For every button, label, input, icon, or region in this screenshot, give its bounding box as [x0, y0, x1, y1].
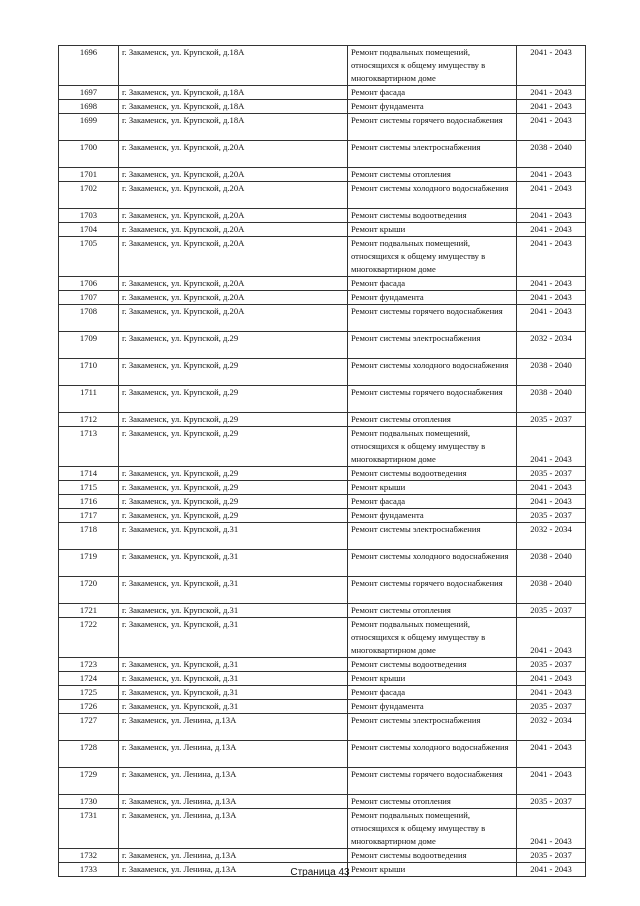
- table-row: [59, 141, 586, 168]
- row-period: 2032 - 2034: [517, 332, 586, 359]
- table-row: [59, 305, 586, 332]
- row-work-type: Ремонт подвальных помещений, относящихся к общему имуществу в многоквартирном доме: [348, 237, 517, 277]
- row-work-type: Ремонт фасада: [348, 495, 517, 509]
- row-address: г. Закаменск, ул. Крупской, д.31: [119, 523, 348, 550]
- row-number: 1708: [59, 305, 119, 332]
- row-period: 2041 - 2043: [517, 305, 586, 332]
- row-work-type: Ремонт крыши: [348, 863, 517, 877]
- row-address: г. Закаменск, ул. Крупской, д.29: [119, 481, 348, 495]
- row-address: г. Закаменск, ул. Крупской, д.31: [119, 577, 348, 604]
- row-number: 1715: [59, 481, 119, 495]
- row-address: г. Закаменск, ул. Ленина, д.13А: [119, 863, 348, 877]
- row-number: 1721: [59, 604, 119, 618]
- row-number: 1733: [59, 863, 119, 877]
- row-number: 1714: [59, 467, 119, 481]
- row-work-type: Ремонт системы отопления: [348, 795, 517, 809]
- table-row: [59, 714, 586, 741]
- row-period: 2035 - 2037: [517, 658, 586, 672]
- table-row: [59, 182, 586, 209]
- table-row: [59, 577, 586, 604]
- row-work-type: Ремонт подвальных помещений, относящихся к общему имуществу в многоквартирном доме: [348, 809, 517, 849]
- row-period: 2041 - 2043: [517, 686, 586, 700]
- row-number: 1718: [59, 523, 119, 550]
- row-period: 2041 - 2043: [517, 618, 586, 658]
- row-period: 2041 - 2043: [517, 114, 586, 141]
- table-row: [59, 658, 586, 672]
- row-period: 2035 - 2037: [517, 413, 586, 427]
- row-address: г. Закаменск, ул. Крупской, д.20А: [119, 277, 348, 291]
- row-work-type: Ремонт системы отопления: [348, 413, 517, 427]
- row-period: 2035 - 2037: [517, 700, 586, 714]
- row-number: 1696: [59, 46, 119, 86]
- table-row: [59, 550, 586, 577]
- row-number: 1724: [59, 672, 119, 686]
- row-address: г. Закаменск, ул. Крупской, д.31: [119, 686, 348, 700]
- table-row: [59, 359, 586, 386]
- row-period: 2035 - 2037: [517, 467, 586, 481]
- row-work-type: Ремонт системы электроснабжения: [348, 141, 517, 168]
- row-period: 2032 - 2034: [517, 714, 586, 741]
- row-period: 2038 - 2040: [517, 577, 586, 604]
- row-number: 1710: [59, 359, 119, 386]
- row-number: 1698: [59, 100, 119, 114]
- table-row: [59, 46, 586, 86]
- row-work-type: Ремонт системы холодного водоснабжения: [348, 550, 517, 577]
- row-period: 2041 - 2043: [517, 223, 586, 237]
- row-work-type: Ремонт системы холодного водоснабжения: [348, 741, 517, 768]
- row-address: г. Закаменск, ул. Крупской, д.29: [119, 413, 348, 427]
- table-row: [59, 849, 586, 863]
- table-row: [59, 86, 586, 100]
- row-period: 2038 - 2040: [517, 141, 586, 168]
- row-work-type: Ремонт системы водоотведения: [348, 209, 517, 223]
- row-period: 2041 - 2043: [517, 768, 586, 795]
- row-work-type: Ремонт фасада: [348, 686, 517, 700]
- row-work-type: Ремонт системы отопления: [348, 604, 517, 618]
- row-number: 1701: [59, 168, 119, 182]
- table-row: [59, 768, 586, 795]
- row-work-type: Ремонт системы холодного водоснабжения: [348, 359, 517, 386]
- table-row: [59, 277, 586, 291]
- row-work-type: Ремонт подвальных помещений, относящихся к общему имуществу в многоквартирном доме: [348, 427, 517, 467]
- row-period: 2032 - 2034: [517, 523, 586, 550]
- row-period: 2041 - 2043: [517, 495, 586, 509]
- row-work-type: Ремонт системы водоотведения: [348, 467, 517, 481]
- row-address: г. Закаменск, ул. Ленина, д.13А: [119, 849, 348, 863]
- row-number: 1720: [59, 577, 119, 604]
- row-number: 1732: [59, 849, 119, 863]
- row-period: 2041 - 2043: [517, 741, 586, 768]
- row-period: 2035 - 2037: [517, 604, 586, 618]
- row-work-type: Ремонт системы горячего водоснабжения: [348, 577, 517, 604]
- row-address: г. Закаменск, ул. Крупской, д.29: [119, 509, 348, 523]
- row-address: г. Закаменск, ул. Крупской, д.31: [119, 672, 348, 686]
- row-work-type: Ремонт подвальных помещений, относящихся к общему имуществу в многоквартирном доме: [348, 46, 517, 86]
- row-period: 2041 - 2043: [517, 209, 586, 223]
- row-address: г. Закаменск, ул. Крупской, д.20А: [119, 182, 348, 209]
- row-number: 1709: [59, 332, 119, 359]
- row-number: 1723: [59, 658, 119, 672]
- row-number: 1704: [59, 223, 119, 237]
- table-row: [59, 386, 586, 413]
- page-number: Страница 43: [290, 867, 350, 878]
- row-number: 1711: [59, 386, 119, 413]
- row-address: г. Закаменск, ул. Ленина, д.13А: [119, 741, 348, 768]
- row-number: 1730: [59, 795, 119, 809]
- row-work-type: Ремонт крыши: [348, 672, 517, 686]
- row-address: г. Закаменск, ул. Крупской, д.31: [119, 604, 348, 618]
- table-row: [59, 618, 586, 658]
- row-period: 2041 - 2043: [517, 100, 586, 114]
- row-work-type: Ремонт фундамента: [348, 291, 517, 305]
- row-work-type: Ремонт системы горячего водоснабжения: [348, 386, 517, 413]
- table-row: [59, 700, 586, 714]
- row-address: г. Закаменск, ул. Ленина, д.13А: [119, 809, 348, 849]
- row-work-type: Ремонт системы электроснабжения: [348, 523, 517, 550]
- table-body: [59, 46, 586, 877]
- table-row: [59, 237, 586, 277]
- row-period: 2041 - 2043: [517, 809, 586, 849]
- row-work-type: Ремонт системы холодного водоснабжения: [348, 182, 517, 209]
- table-row: [59, 795, 586, 809]
- row-number: 1726: [59, 700, 119, 714]
- row-number: 1705: [59, 237, 119, 277]
- row-period: 2041 - 2043: [517, 672, 586, 686]
- table-row: [59, 509, 586, 523]
- row-work-type: Ремонт системы водоотведения: [348, 658, 517, 672]
- row-address: г. Закаменск, ул. Крупской, д.20А: [119, 305, 348, 332]
- row-period: 2038 - 2040: [517, 359, 586, 386]
- row-period: 2041 - 2043: [517, 427, 586, 467]
- row-period: 2041 - 2043: [517, 291, 586, 305]
- table-row: [59, 209, 586, 223]
- table-row: [59, 291, 586, 305]
- row-work-type: Ремонт системы горячего водоснабжения: [348, 305, 517, 332]
- row-number: 1712: [59, 413, 119, 427]
- table-row: [59, 100, 586, 114]
- table-row: [59, 481, 586, 495]
- table-row: [59, 809, 586, 849]
- row-number: 1729: [59, 768, 119, 795]
- row-work-type: Ремонт системы электроснабжения: [348, 332, 517, 359]
- table-row: [59, 467, 586, 481]
- row-period: 2041 - 2043: [517, 481, 586, 495]
- row-address: г. Закаменск, ул. Ленина, д.13А: [119, 714, 348, 741]
- row-period: 2041 - 2043: [517, 277, 586, 291]
- table-row: [59, 495, 586, 509]
- row-number: 1725: [59, 686, 119, 700]
- row-address: г. Закаменск, ул. Крупской, д.18А: [119, 114, 348, 141]
- table-row: [59, 223, 586, 237]
- row-address: г. Закаменск, ул. Крупской, д.20А: [119, 291, 348, 305]
- table-row: [59, 686, 586, 700]
- row-number: 1722: [59, 618, 119, 658]
- row-work-type: Ремонт системы горячего водоснабжения: [348, 768, 517, 795]
- row-work-type: Ремонт системы горячего водоснабжения: [348, 114, 517, 141]
- row-work-type: Ремонт системы водоотведения: [348, 849, 517, 863]
- row-address: г. Закаменск, ул. Крупской, д.29: [119, 359, 348, 386]
- table-row: [59, 427, 586, 467]
- row-number: 1731: [59, 809, 119, 849]
- row-period: 2038 - 2040: [517, 550, 586, 577]
- row-period: 2041 - 2043: [517, 182, 586, 209]
- table-row: [59, 672, 586, 686]
- row-address: г. Закаменск, ул. Крупской, д.31: [119, 550, 348, 577]
- row-number: 1703: [59, 209, 119, 223]
- repair-schedule-table: [58, 45, 586, 877]
- row-number: 1719: [59, 550, 119, 577]
- row-address: г. Закаменск, ул. Крупской, д.20А: [119, 141, 348, 168]
- row-address: г. Закаменск, ул. Крупской, д.20А: [119, 209, 348, 223]
- row-period: 2041 - 2043: [517, 863, 586, 877]
- row-number: 1706: [59, 277, 119, 291]
- row-address: г. Закаменск, ул. Крупской, д.29: [119, 386, 348, 413]
- row-address: г. Закаменск, ул. Крупской, д.29: [119, 332, 348, 359]
- row-address: г. Закаменск, ул. Крупской, д.18А: [119, 100, 348, 114]
- row-address: г. Закаменск, ул. Крупской, д.29: [119, 467, 348, 481]
- row-address: г. Закаменск, ул. Крупской, д.29: [119, 427, 348, 467]
- row-address: г. Закаменск, ул. Крупской, д.20А: [119, 223, 348, 237]
- row-work-type: Ремонт фундамента: [348, 700, 517, 714]
- row-period: 2035 - 2037: [517, 509, 586, 523]
- row-period: 2041 - 2043: [517, 168, 586, 182]
- row-address: г. Закаменск, ул. Крупской, д.31: [119, 700, 348, 714]
- row-work-type: Ремонт фасада: [348, 86, 517, 100]
- row-work-type: Ремонт фасада: [348, 277, 517, 291]
- row-address: г. Закаменск, ул. Крупской, д.20А: [119, 237, 348, 277]
- row-address: г. Закаменск, ул. Крупской, д.18А: [119, 46, 348, 86]
- table-row: [59, 168, 586, 182]
- row-address: г. Закаменск, ул. Крупской, д.29: [119, 495, 348, 509]
- table-row: [59, 523, 586, 550]
- row-work-type: Ремонт подвальных помещений, относящихся к общему имуществу в многоквартирном доме: [348, 618, 517, 658]
- row-work-type: Ремонт крыши: [348, 481, 517, 495]
- row-number: 1713: [59, 427, 119, 467]
- row-number: 1716: [59, 495, 119, 509]
- row-address: г. Закаменск, ул. Ленина, д.13А: [119, 768, 348, 795]
- row-address: г. Закаменск, ул. Крупской, д.20А: [119, 168, 348, 182]
- row-number: 1700: [59, 141, 119, 168]
- row-period: 2041 - 2043: [517, 237, 586, 277]
- row-period: 2035 - 2037: [517, 795, 586, 809]
- row-period: 2038 - 2040: [517, 386, 586, 413]
- table-row: [59, 413, 586, 427]
- table-row: [59, 741, 586, 768]
- row-number: 1717: [59, 509, 119, 523]
- row-period: 2041 - 2043: [517, 46, 586, 86]
- row-address: г. Закаменск, ул. Крупской, д.31: [119, 658, 348, 672]
- row-address: г. Закаменск, ул. Крупской, д.31: [119, 618, 348, 658]
- table-row: [59, 604, 586, 618]
- row-address: г. Закаменск, ул. Крупской, д.18А: [119, 86, 348, 100]
- row-number: 1728: [59, 741, 119, 768]
- row-work-type: Ремонт фундамента: [348, 100, 517, 114]
- table-row: [59, 332, 586, 359]
- row-work-type: Ремонт системы электроснабжения: [348, 714, 517, 741]
- row-number: 1697: [59, 86, 119, 100]
- table-row: [59, 114, 586, 141]
- row-number: 1707: [59, 291, 119, 305]
- row-address: г. Закаменск, ул. Ленина, д.13А: [119, 795, 348, 809]
- row-number: 1699: [59, 114, 119, 141]
- row-number: 1702: [59, 182, 119, 209]
- row-period: 2041 - 2043: [517, 86, 586, 100]
- row-work-type: Ремонт системы отопления: [348, 168, 517, 182]
- row-period: 2035 - 2037: [517, 849, 586, 863]
- row-work-type: Ремонт фундамента: [348, 509, 517, 523]
- row-work-type: Ремонт крыши: [348, 223, 517, 237]
- row-number: 1727: [59, 714, 119, 741]
